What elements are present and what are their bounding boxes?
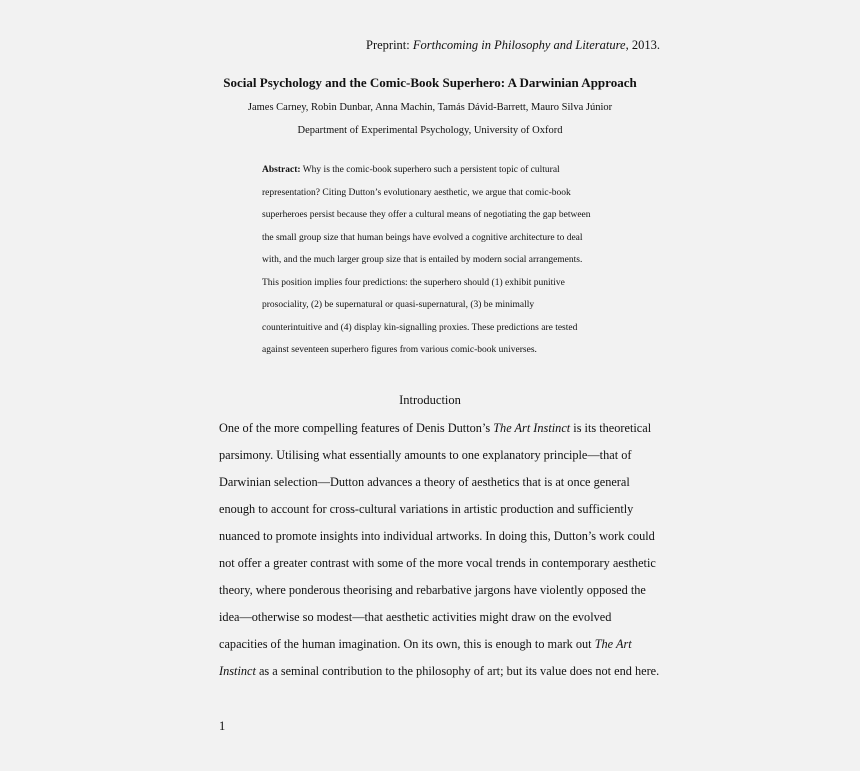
author-list: James Carney, Robin Dunbar, Anna Machin, Tamás Dávid-Barrett, Mauro Silva Júnior bbox=[247, 102, 613, 113]
paper-title: Social Psychology and the Comic-Book Superhero: A Darwinian Approach bbox=[223, 75, 637, 90]
abstract-line: This position implies four predictions: the superhero should (1) exhibit punitive bbox=[262, 277, 565, 288]
abstract bbox=[262, 162, 622, 365]
abstract-text: Why is the comic-book superhero such a persistent topic of cultural bbox=[300, 165, 560, 175]
section-heading: Introduction bbox=[399, 393, 461, 407]
body-line: idea—otherwise so modest—that aesthetic activities might draw on the evolved bbox=[219, 610, 612, 624]
affiliation: Department of Experimental Psychology, University of Oxford bbox=[297, 125, 563, 136]
body-line: parsimony. Utilising what essentially amounts to one explanatory principle—that of bbox=[219, 448, 632, 462]
page-number: 1 bbox=[219, 719, 226, 733]
body-line: theory, where ponderous theorising and rebarbative jargons have violently opposed the bbox=[219, 583, 646, 597]
abstract-line: with, and the much larger group size that is entailed by modern social arrangements. bbox=[262, 255, 583, 265]
abstract-line: prosociality, (2) be supernatural or quasi-supernatural, (3) be minimally bbox=[262, 300, 535, 310]
abstract-label: Abstract: bbox=[262, 165, 301, 175]
body-text-span: is its theoretical bbox=[570, 421, 652, 435]
preprint-notice bbox=[366, 38, 660, 53]
body-line bbox=[219, 662, 660, 689]
body-paragraph bbox=[219, 419, 660, 689]
book-title: The Art bbox=[594, 637, 632, 651]
preprint-venue: Forthcoming in Philosophy and Literature bbox=[412, 38, 626, 52]
body-line: enough to account for cross-cultural variations in artistic production and sufficiently bbox=[219, 502, 634, 516]
abstract-line bbox=[262, 162, 622, 185]
body-line bbox=[219, 635, 649, 662]
preprint-prefix: Preprint: bbox=[366, 38, 413, 52]
abstract-line: representation? Citing Dutton’s evolutionary aesthetic, we argue that comic-book bbox=[262, 187, 571, 198]
preprint-year: , 2013. bbox=[625, 38, 660, 52]
body-line: not offer a greater contrast with some of the more vocal trends in contemporary aesthetic bbox=[219, 556, 656, 570]
body-text-span: One of the more compelling features of Denis Dutton’s bbox=[219, 421, 494, 435]
abstract-line: superheroes persist because they offer a cultural means of negotiating the gap between bbox=[262, 210, 591, 220]
body-line bbox=[219, 419, 652, 446]
abstract-line: against seventeen superhero figures from various comic-book universes. bbox=[262, 345, 537, 355]
body-text-span: as a seminal contribution to the philosophy of art; but its value does not end here. bbox=[255, 664, 660, 678]
body-line: Darwinian selection—Dutton advances a theory of aesthetics that is at once general bbox=[219, 475, 630, 489]
body-line: nuanced to promote insights into individual artworks. In doing this, Dutton’s work could bbox=[219, 529, 655, 543]
body-text-span: capacities of the human imagination. On its own, this is enough to mark out bbox=[219, 637, 595, 651]
abstract-line: the small group size that human beings have evolved a cognitive architecture to deal bbox=[262, 232, 583, 243]
abstract-line: counterintuitive and (4) display kin-signalling proxies. These predictions are tested bbox=[262, 322, 578, 333]
book-title: The Art Instinct bbox=[493, 421, 571, 435]
book-title: Instinct bbox=[219, 664, 256, 678]
